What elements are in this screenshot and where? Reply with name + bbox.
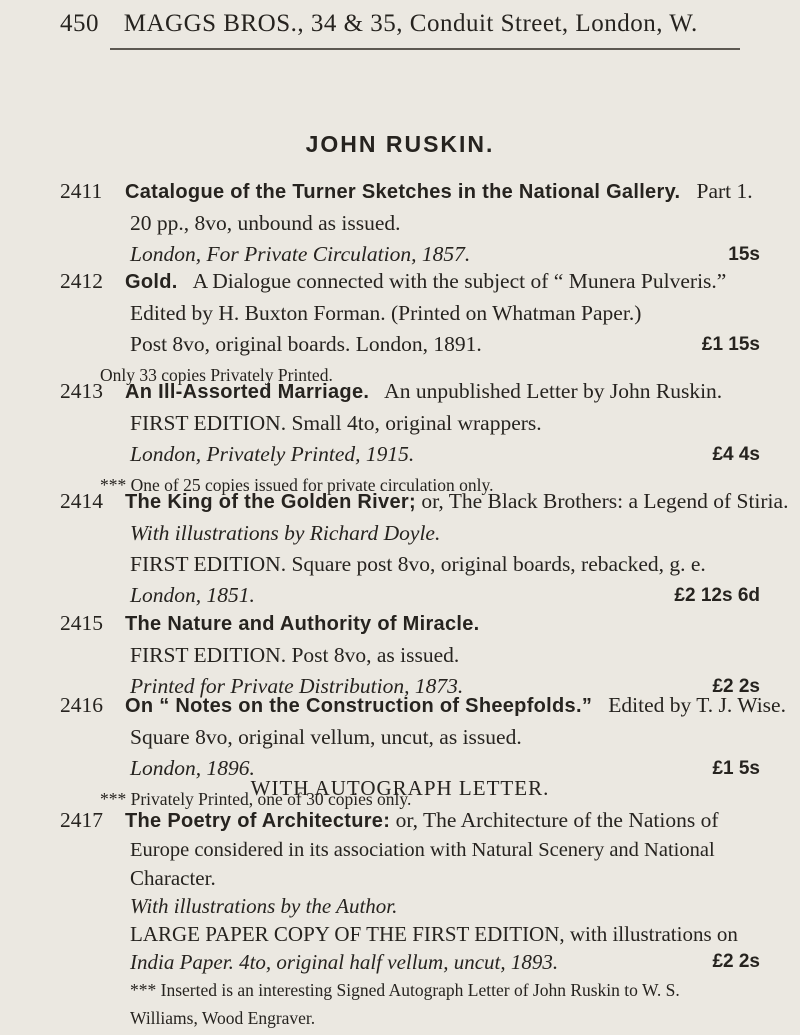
entry-edition: FIRST EDITION. Small 4to, original wrappers.: [130, 411, 542, 435]
entry-title-rest: Part 1.: [696, 179, 753, 203]
entry-number: 2413: [60, 379, 103, 403]
entry-2411: [60, 176, 760, 270]
running-head: [60, 10, 750, 38]
entry-imprint: London, For Private Circulation, 1857.: [130, 242, 471, 266]
entry-title: Gold.: [125, 271, 178, 293]
entry-collation: Square 8vo, original vellum, uncut, as issued.: [130, 725, 522, 749]
header-rule: [110, 48, 740, 50]
section-heading: WITH AUTOGRAPH LETTER.: [250, 776, 550, 800]
entry-subtitle: Europe considered in its association with Natural Scenery and National: [130, 839, 715, 861]
entry-title-rest: A Dialogue connected with the subject of “ Munera Pulveris.”: [192, 269, 727, 293]
entry-title-rest: An unpublished Letter by John Ruskin.: [384, 379, 723, 403]
entry-note: Only 33 copies Privately Printed.: [100, 365, 333, 385]
entry-title-rest: or, The Architecture of the Nations of: [395, 808, 719, 832]
entry-edition: FIRST EDITION. Post 8vo, as issued.: [130, 643, 460, 667]
entry-title: Catalogue of the Turner Sketches in the National Gallery.: [125, 181, 681, 203]
entry-title: The King of the Golden River;: [125, 491, 416, 513]
entry-editor: Edited by H. Buxton Forman. (Printed on Whatman Paper.): [130, 301, 642, 325]
entry-title: An Ill-Assorted Marriage.: [125, 381, 370, 403]
entry-edition: LARGE PAPER COPY OF THE FIRST EDITION, with illustrations on: [130, 922, 738, 946]
page-number: 450: [60, 10, 99, 37]
entry-price: £1 5s: [712, 758, 760, 779]
entry-imprint: Post 8vo, original boards. London, 1891.: [130, 332, 482, 356]
entry-title-rest: or, The Black Brothers: a Legend of Stiria.: [421, 489, 789, 513]
entry-number: 2411: [60, 179, 103, 203]
entry-title-rest: Edited by T. J. Wise.: [608, 693, 786, 717]
entry-note-continued: Williams, Wood Engraver.: [130, 1008, 316, 1028]
entry-number: 2416: [60, 693, 103, 717]
entry-number: 2414: [60, 489, 103, 513]
entry-character: Character.: [130, 866, 216, 890]
entry-title: The Nature and Authority of Miracle.: [125, 613, 480, 635]
entry-2413: [60, 376, 760, 501]
entry-imprint: London, 1896.: [130, 756, 255, 780]
entry-2412: [60, 266, 760, 391]
author-heading: JOHN RUSKIN.: [305, 131, 495, 157]
entry-2417: [60, 806, 760, 865]
entry-price: £2 2s: [712, 951, 760, 972]
entry-note: *** Privately Printed, one of 30 copies only.: [100, 789, 412, 809]
entry-note: *** Inserted is an interesting Signed Autograph Letter of John Ruskin to W. S.: [130, 980, 680, 1000]
entry-title: The Poetry of Architecture:: [125, 810, 391, 832]
entry-title: On “ Notes on the Construction of Sheepfolds.”: [125, 695, 593, 717]
entry-illustrator: With illustrations by Richard Doyle.: [130, 521, 441, 545]
entry-price: £4 4s: [712, 444, 760, 465]
entry-price: £1 15s: [701, 334, 760, 355]
publisher-line: MAGGS BROS., 34 & 35, Conduit Street, London, W.: [123, 10, 698, 37]
entry-imprint: Printed for Private Distribution, 1873.: [130, 674, 464, 698]
entry-imprint: London, Privately Printed, 1915.: [130, 442, 415, 466]
entry-format: India Paper. 4to, original half vellum, uncut, 1893.: [130, 950, 559, 974]
entry-2417-continued: [60, 864, 760, 1032]
entry-number: 2417: [60, 808, 103, 832]
entry-edition: FIRST EDITION. Square post 8vo, original boards, rebacked, g. e.: [130, 552, 706, 576]
entry-number: 2415: [60, 611, 103, 635]
entry-price: £2 2s: [712, 676, 760, 697]
entry-2414: [60, 486, 789, 611]
entry-imprint: London, 1851.: [130, 583, 255, 607]
entry-2415: [60, 608, 760, 702]
entry-price: £2 12s 6d: [674, 585, 760, 606]
entry-price: 15s: [728, 244, 760, 265]
entry-note: *** One of 25 copies issued for private circulation only.: [100, 475, 494, 495]
entry-number: 2412: [60, 269, 103, 293]
entry-illustrations: With illustrations by the Author.: [130, 894, 398, 918]
entry-collation: 20 pp., 8vo, unbound as issued.: [130, 211, 401, 235]
